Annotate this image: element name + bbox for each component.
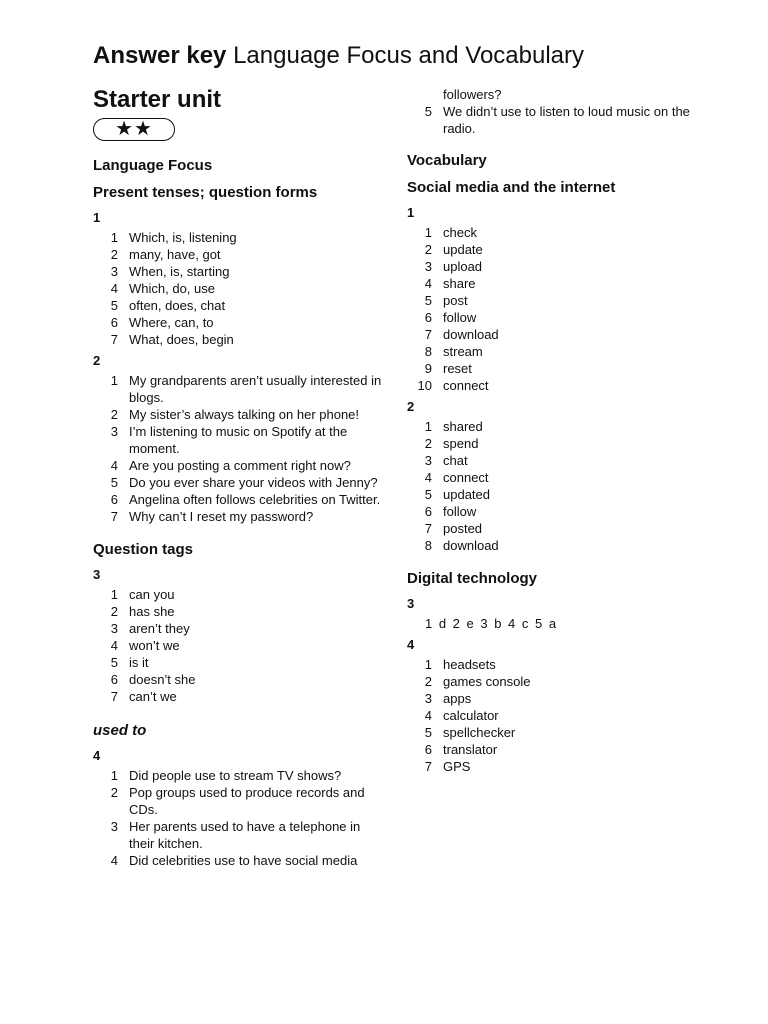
answer-item xyxy=(93,297,383,314)
exercise-number: 3 xyxy=(407,596,415,611)
answer-text: follow xyxy=(443,310,477,325)
answer-number: 4 xyxy=(110,458,118,473)
answer-item xyxy=(407,520,697,537)
answer-text: is it xyxy=(129,655,149,670)
answer-text: shared xyxy=(443,419,483,434)
exercise-number: 4 xyxy=(93,748,101,763)
answer-text: Which, is, listening xyxy=(129,230,237,245)
answer-text: won’t we xyxy=(129,638,180,653)
answer-number: 5 xyxy=(110,298,118,313)
answer-item xyxy=(407,741,697,758)
answer-number: 5 xyxy=(424,104,432,119)
answer-list xyxy=(407,656,697,775)
answer-number: 6 xyxy=(424,504,432,519)
answer-item xyxy=(93,767,383,784)
answer-text: Are you posting a comment right now? xyxy=(129,458,351,473)
answer-number: 6 xyxy=(110,492,118,507)
present-tenses-heading: Present tenses; question forms xyxy=(93,184,318,201)
answer-number: 1 xyxy=(424,419,432,434)
right-column xyxy=(407,86,697,775)
answer-text: Do you ever share your videos with Jenny? xyxy=(129,475,378,490)
answer-item xyxy=(93,654,383,671)
answer-text: Did celebrities use to have social media xyxy=(129,853,358,868)
answer-number: 7 xyxy=(110,689,118,704)
answer-text: My grandparents aren’t usually interested in blogs. xyxy=(129,373,382,405)
answer-number: 1 xyxy=(110,768,118,783)
answer-item xyxy=(407,343,697,360)
vocabulary-heading: Vocabulary xyxy=(407,152,487,169)
answer-list xyxy=(93,372,383,525)
answer-item xyxy=(407,377,697,394)
answer-number: 1 xyxy=(110,230,118,245)
answer-item xyxy=(93,671,383,688)
answer-list xyxy=(407,224,697,394)
answer-text: We didn’t use to listen to loud music on the radio. xyxy=(443,104,690,136)
answer-text: Pop groups used to produce records and CDs. xyxy=(129,785,365,817)
answer-number: 9 xyxy=(424,361,432,376)
answer-item xyxy=(407,292,697,309)
answer-number: 6 xyxy=(110,672,118,687)
answer-number: 7 xyxy=(110,332,118,347)
answer-item xyxy=(407,309,697,326)
star-rating-badge: ★★ xyxy=(93,118,175,141)
answer-text: spend xyxy=(443,436,479,451)
title-rest: Language Focus and Vocabulary xyxy=(226,42,585,69)
answer-item xyxy=(93,280,383,297)
answer-text: update xyxy=(443,242,483,257)
exercise-number: 2 xyxy=(407,399,415,414)
answer-text: download xyxy=(443,327,499,342)
answer-text: When, is, starting xyxy=(129,264,230,279)
language-focus-heading: Language Focus xyxy=(93,157,213,174)
digital-technology-heading: Digital technology xyxy=(407,570,538,587)
answer-list xyxy=(93,229,383,348)
answer-number: 7 xyxy=(424,521,432,536)
answer-item xyxy=(93,331,383,348)
answer-text: upload xyxy=(443,259,483,274)
answer-text: reset xyxy=(443,361,472,376)
answer-item xyxy=(407,435,697,452)
answer-item xyxy=(93,263,383,280)
answer-text: posted xyxy=(443,521,483,536)
exercise-number: 4 xyxy=(407,637,415,652)
answer-number: 2 xyxy=(424,674,432,689)
answer-text: My sister’s always talking on her phone! xyxy=(129,407,360,422)
answer-item xyxy=(407,241,697,258)
answer-item xyxy=(407,360,697,377)
continued-text: followers? xyxy=(443,87,502,102)
answer-item xyxy=(407,275,697,292)
answer-number: 8 xyxy=(424,344,432,359)
answer-number: 2 xyxy=(110,785,118,800)
answer-number: 4 xyxy=(424,708,432,723)
answer-item xyxy=(407,673,697,690)
answer-text: updated xyxy=(443,487,490,502)
exercise-number: 1 xyxy=(407,205,415,220)
exercise-number: 2 xyxy=(93,353,101,368)
answer-number: 3 xyxy=(110,819,118,834)
answer-item xyxy=(407,503,697,520)
answer-item xyxy=(93,784,383,818)
answer-number: 5 xyxy=(424,487,432,502)
answer-item xyxy=(93,246,383,263)
answer-item xyxy=(93,508,383,525)
answer-item xyxy=(407,418,697,435)
answer-number: 7 xyxy=(424,327,432,342)
answer-item xyxy=(93,406,383,423)
answer-item xyxy=(93,818,383,852)
used-to-heading: used to xyxy=(93,722,147,739)
answer-text: Where, can, to xyxy=(129,315,214,330)
answer-text: stream xyxy=(443,344,483,359)
answer-text: doesn’t she xyxy=(129,672,196,687)
answer-list xyxy=(93,586,383,705)
answer-item xyxy=(93,688,383,705)
answer-number: 7 xyxy=(424,759,432,774)
answer-number: 2 xyxy=(110,247,118,262)
answer-item xyxy=(407,452,697,469)
answer-number: 1 xyxy=(424,225,432,240)
answer-text: can’t we xyxy=(129,689,177,704)
answer-item xyxy=(407,537,697,554)
question-tags-heading: Question tags xyxy=(93,541,194,558)
answer-text: post xyxy=(443,293,468,308)
answer-text: many, have, got xyxy=(129,247,221,262)
answer-item xyxy=(93,314,383,331)
answer-text: What, does, begin xyxy=(129,332,234,347)
social-media-heading: Social media and the internet xyxy=(407,179,616,196)
answer-number: 1 xyxy=(110,587,118,602)
answer-item xyxy=(407,326,697,343)
answer-number: 2 xyxy=(110,604,118,619)
answer-item xyxy=(407,469,697,486)
answer-number: 5 xyxy=(424,725,432,740)
answer-text: apps xyxy=(443,691,472,706)
answer-item xyxy=(407,758,697,775)
unit-title: Starter unit xyxy=(93,86,222,113)
answer-text: translator xyxy=(443,742,498,757)
answer-text: I’m listening to music on Spotify at the moment. xyxy=(129,424,348,456)
answer-number: 5 xyxy=(110,655,118,670)
answer-list-continued xyxy=(407,103,697,137)
answer-item xyxy=(407,103,697,137)
answer-number: 6 xyxy=(424,310,432,325)
answer-number: 10 xyxy=(417,378,432,393)
answer-text: calculator xyxy=(443,708,499,723)
answer-item xyxy=(93,637,383,654)
answer-number: 3 xyxy=(110,264,118,279)
answer-number: 4 xyxy=(110,853,118,868)
answer-number: 2 xyxy=(424,436,432,451)
answer-text: spellchecker xyxy=(443,725,516,740)
answer-item xyxy=(93,229,383,246)
answer-item xyxy=(93,372,383,406)
answer-list xyxy=(407,418,697,554)
answer-number: 3 xyxy=(424,453,432,468)
answer-item xyxy=(407,690,697,707)
answer-text: headsets xyxy=(443,657,496,672)
answer-number: 8 xyxy=(424,538,432,553)
answer-item xyxy=(407,224,697,241)
answer-text: Her parents used to have a telephone in their kitchen. xyxy=(129,819,361,851)
answer-text: connect xyxy=(443,378,489,393)
exercise-number: 1 xyxy=(93,210,101,225)
answer-text: Which, do, use xyxy=(129,281,215,296)
answer-text: check xyxy=(443,225,477,240)
answer-number: 6 xyxy=(110,315,118,330)
exercise-number: 3 xyxy=(93,567,101,582)
answer-item xyxy=(93,491,383,508)
answer-text: can you xyxy=(129,587,175,602)
left-column xyxy=(93,84,383,869)
answer-item xyxy=(93,423,383,457)
answer-item xyxy=(407,707,697,724)
answer-text: chat xyxy=(443,453,468,468)
answer-text: aren’t they xyxy=(129,621,190,636)
answer-text: games console xyxy=(443,674,531,689)
answer-item xyxy=(407,724,697,741)
answer-item xyxy=(93,852,383,869)
answer-number: 3 xyxy=(424,691,432,706)
answer-text: Did people use to stream TV shows? xyxy=(129,768,342,783)
answer-number: 7 xyxy=(110,509,118,524)
answer-number: 2 xyxy=(110,407,118,422)
answer-number: 1 xyxy=(424,657,432,672)
answer-number: 1 xyxy=(110,373,118,388)
answer-number: 3 xyxy=(110,621,118,636)
answer-item xyxy=(93,620,383,637)
answer-number: 4 xyxy=(424,276,432,291)
answer-item xyxy=(93,457,383,474)
answer-item xyxy=(93,586,383,603)
answer-text: Angelina often follows celebrities on Twitter. xyxy=(129,492,381,507)
answer-list xyxy=(93,767,383,869)
answer-number: 5 xyxy=(424,293,432,308)
answer-item xyxy=(93,603,383,620)
answer-number: 6 xyxy=(424,742,432,757)
title-bold: Answer key xyxy=(93,42,227,69)
page-title xyxy=(93,40,584,72)
matching-answers: 1 d 2 e 3 b 4 c 5 a xyxy=(425,616,557,631)
answer-text: download xyxy=(443,538,499,553)
answer-number: 3 xyxy=(110,424,118,439)
answer-item xyxy=(407,486,697,503)
answer-text: has she xyxy=(129,604,175,619)
answer-number: 4 xyxy=(110,281,118,296)
answer-number: 4 xyxy=(110,638,118,653)
answer-text: Why can’t I reset my password? xyxy=(129,509,314,524)
answer-item xyxy=(407,656,697,673)
answer-number: 5 xyxy=(110,475,118,490)
answer-text: follow xyxy=(443,504,477,519)
answer-number: 4 xyxy=(424,470,432,485)
answer-text: often, does, chat xyxy=(129,298,226,313)
answer-number: 3 xyxy=(424,259,432,274)
answer-item xyxy=(407,258,697,275)
answer-text: GPS xyxy=(443,759,471,774)
answer-text: connect xyxy=(443,470,489,485)
answer-item xyxy=(93,474,383,491)
answer-number: 2 xyxy=(424,242,432,257)
answer-text: share xyxy=(443,276,476,291)
